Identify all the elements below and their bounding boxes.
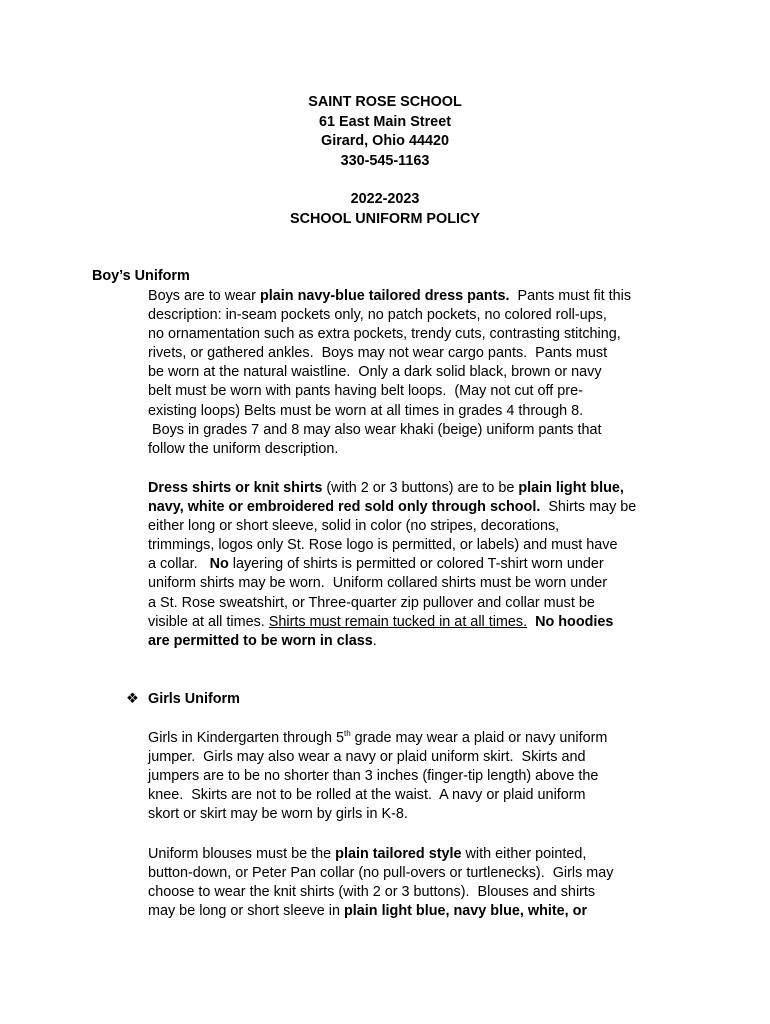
boys-shirts-paragraph — [148, 479, 686, 651]
text: Boys are to wear — [148, 288, 260, 304]
letterhead — [0, 93, 770, 229]
school-city: Girard, Ohio 44420 — [321, 133, 449, 149]
text-line: trimmings, logos only St. Rose logo is permitted, or labels) and must have — [148, 537, 618, 554]
text-line: belt must be worn with pants having belt loops. (May not cut off pre- — [148, 383, 583, 400]
school-year: 2022-2023 — [350, 191, 420, 207]
policy-title: SCHOOL UNIFORM POLICY — [289, 210, 480, 227]
text: may be long or short sleeve in — [148, 903, 344, 920]
text: layering of shirts is permitted or colored T-shirt worn under — [228, 556, 604, 573]
text: Girls in Kindergarten through 5 — [148, 730, 344, 746]
text-line: either long or short sleeve, solid in color (no stripes, decorations, — [148, 518, 560, 535]
text-line: choose to wear the knit shirts (with 2 or 3 buttons). Blouses and shirts — [148, 884, 596, 901]
emphasis-text: plain tailored style — [335, 846, 462, 862]
superscript: th — [343, 729, 351, 738]
school-phone: 330-545-1163 — [340, 152, 430, 169]
emphasis-text: No — [209, 556, 229, 573]
text: grade may wear a plaid or navy uniform — [350, 730, 608, 746]
emphasis-text: plain navy-blue tailored dress pants. — [259, 288, 510, 304]
text-line: button-down, or Peter Pan collar (no pull-overs or turtlenecks). Girls may — [148, 865, 614, 882]
underlined-text: Shirts must remain tucked in at all times. — [268, 613, 528, 630]
emphasis-text: navy, white or embroidered red sold only through school. — [148, 499, 541, 516]
school-name: SAINT ROSE SCHOOL — [308, 94, 462, 110]
text-line: a St. Rose sweatshirt, or Three-quarter zip pullover and collar must be — [148, 594, 595, 611]
text-line: be worn at the natural waistline. Only a dark solid black, brown or navy — [148, 364, 602, 381]
emphasis-text: No hoodies — [527, 613, 614, 630]
boys-uniform-heading: Boy’s Uniform — [92, 268, 190, 284]
school-street: 61 East Main Street — [319, 113, 451, 130]
text: Uniform blouses must be the — [148, 846, 336, 862]
text: Pants must fit this — [509, 288, 632, 304]
girls-uniform-heading — [126, 690, 240, 709]
text: visible at all times. — [148, 613, 269, 630]
girls-blouse-paragraph — [148, 845, 686, 921]
text-line: description: in-seam pockets only, no patch pockets, no colored roll-ups, — [148, 307, 607, 324]
girls-jumper-paragraph — [148, 729, 686, 824]
text-line: rivets, or gathered ankles. Boys may not wear cargo pants. Pants must — [148, 345, 608, 362]
emphasis-text: plain light blue, navy blue, white, or — [343, 903, 588, 920]
text: a collar. — [148, 556, 210, 573]
text-line: jumpers are to be no shorter than 3 inches (finger-tip length) above the — [148, 768, 599, 785]
heading-text: Girls Uniform — [148, 691, 240, 707]
text: . — [372, 632, 377, 649]
text-line: jumper. Girls may also wear a navy or plaid uniform skirt. Skirts and — [148, 749, 586, 766]
text: Shirts may be — [540, 499, 637, 516]
emphasis-text: Dress shirts or knit shirts — [148, 480, 323, 496]
emphasis-text: are permitted to be worn in class — [148, 632, 373, 649]
text-line: skort or skirt may be worn by girls in K-8. — [148, 806, 408, 823]
boys-pants-paragraph — [148, 287, 686, 459]
text-line: follow the uniform description. — [148, 440, 339, 457]
text: with either pointed, — [461, 846, 587, 862]
emphasis-text: plain light blue, — [518, 480, 624, 496]
text-line: existing loops) Belts must be worn at all times in grades 4 through 8. — [148, 402, 584, 419]
text: (with 2 or 3 buttons) are to be — [322, 480, 519, 496]
text-line: uniform shirts may be worn. Uniform collared shirts must be worn under — [148, 575, 608, 592]
text-line: no ornamentation such as extra pockets, trendy cuts, contrasting stitching, — [148, 326, 621, 343]
diamond-bullet-icon: ❖ — [126, 691, 139, 707]
text-line: Boys in grades 7 and 8 may also wear khaki (beige) uniform pants that — [148, 421, 602, 438]
text-line: knee. Skirts are not to be rolled at the waist. A navy or plaid uniform — [148, 787, 586, 804]
